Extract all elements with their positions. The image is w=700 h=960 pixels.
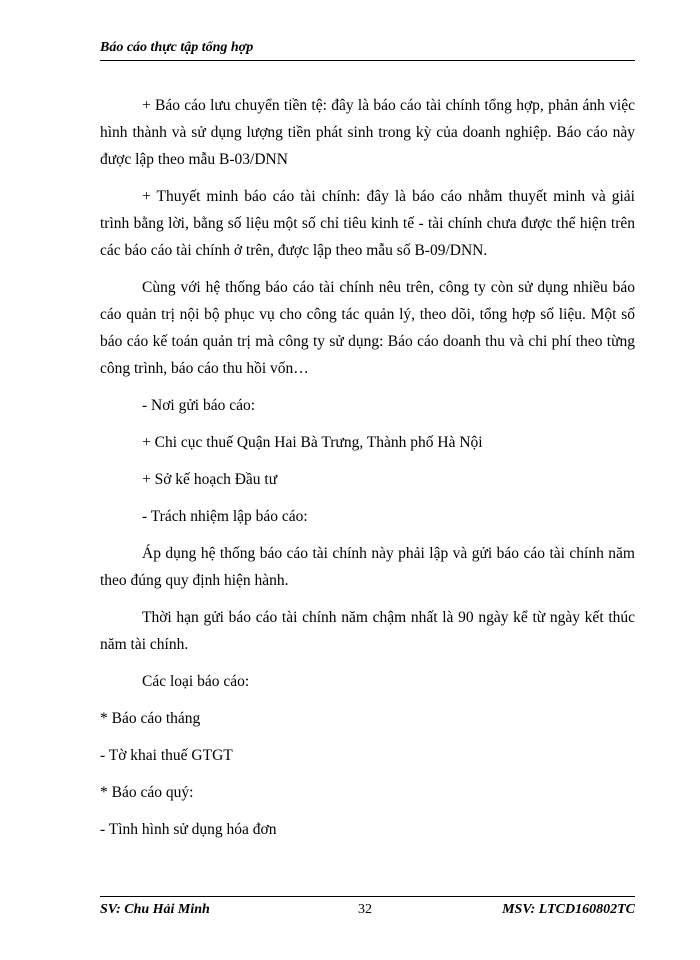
item-invoice-usage: - Tình hình sử dụng hóa đơn	[100, 821, 277, 838]
item-vat-declaration: - Tờ khai thuế GTGT	[100, 747, 233, 764]
paragraph-apply-reporting: Áp dụng hệ thống báo cáo tài chính này phải lập và gửi báo cáo tài chính năm theo đúng quy định hiện hành.	[100, 545, 635, 589]
footer-divider	[100, 896, 635, 897]
item-planning-department: + Sở kế hoạch Đầu tư	[142, 471, 278, 488]
page-header-title: Báo cáo thực tập tổng hợp	[100, 40, 254, 55]
page-body	[100, 92, 635, 853]
item-monthly-report: * Báo cáo tháng	[100, 710, 201, 727]
header-divider	[100, 60, 635, 61]
item-report-types: Các loại báo cáo:	[142, 673, 250, 690]
footer-student-name: SV: Chu Hải Minh	[100, 902, 210, 917]
paragraph-financial-notes: + Thuyết minh báo cáo tài chính: đây là báo cáo nhằm thuyết minh và giải trình bằng lời, bằng số liệu một số chỉ tiêu kinh tế - tài chính chưa được thể hiện trên các báo cáo tài chính ở trên, được lập theo mẫu số B-09/DNN.	[100, 188, 635, 259]
item-tax-department: + Chi cục thuế Quận Hai Bà Trưng, Thành phố Hà Nội	[142, 434, 483, 451]
footer-page-number: 32	[358, 902, 372, 917]
paragraph-cash-flow-report: + Báo cáo lưu chuyển tiền tệ: đây là báo cáo tài chính tổng hợp, phản ánh việc hình thành và sử dụng lượng tiền phát sinh trong kỳ của doanh nghiệp. Báo cáo này được lập theo mẫu B-03/DNN	[100, 97, 635, 168]
item-reporting-responsibility: - Trách nhiệm lập báo cáo:	[142, 508, 308, 525]
footer-student-id: MSV: LTCD160802TC	[502, 902, 635, 917]
paragraph-deadline: Thời hạn gửi báo cáo tài chính năm chậm nhất là 90 ngày kể từ ngày kết thúc năm tài chính.	[100, 609, 635, 653]
item-quarterly-report: * Báo cáo quý:	[100, 784, 194, 801]
item-report-recipients: - Nơi gửi báo cáo:	[142, 397, 256, 414]
paragraph-internal-reports: Cùng với hệ thống báo cáo tài chính nêu trên, công ty còn sử dụng nhiều báo cáo quản trị nội bộ phục vụ cho công tác quản lý, theo dõi, tổng hợp số liệu. Một số báo cáo kế toán quản trị mà công ty sử dụng: Báo cáo doanh thu và chi phí theo từng công trình, báo cáo thu hồi vốn…	[100, 279, 635, 377]
